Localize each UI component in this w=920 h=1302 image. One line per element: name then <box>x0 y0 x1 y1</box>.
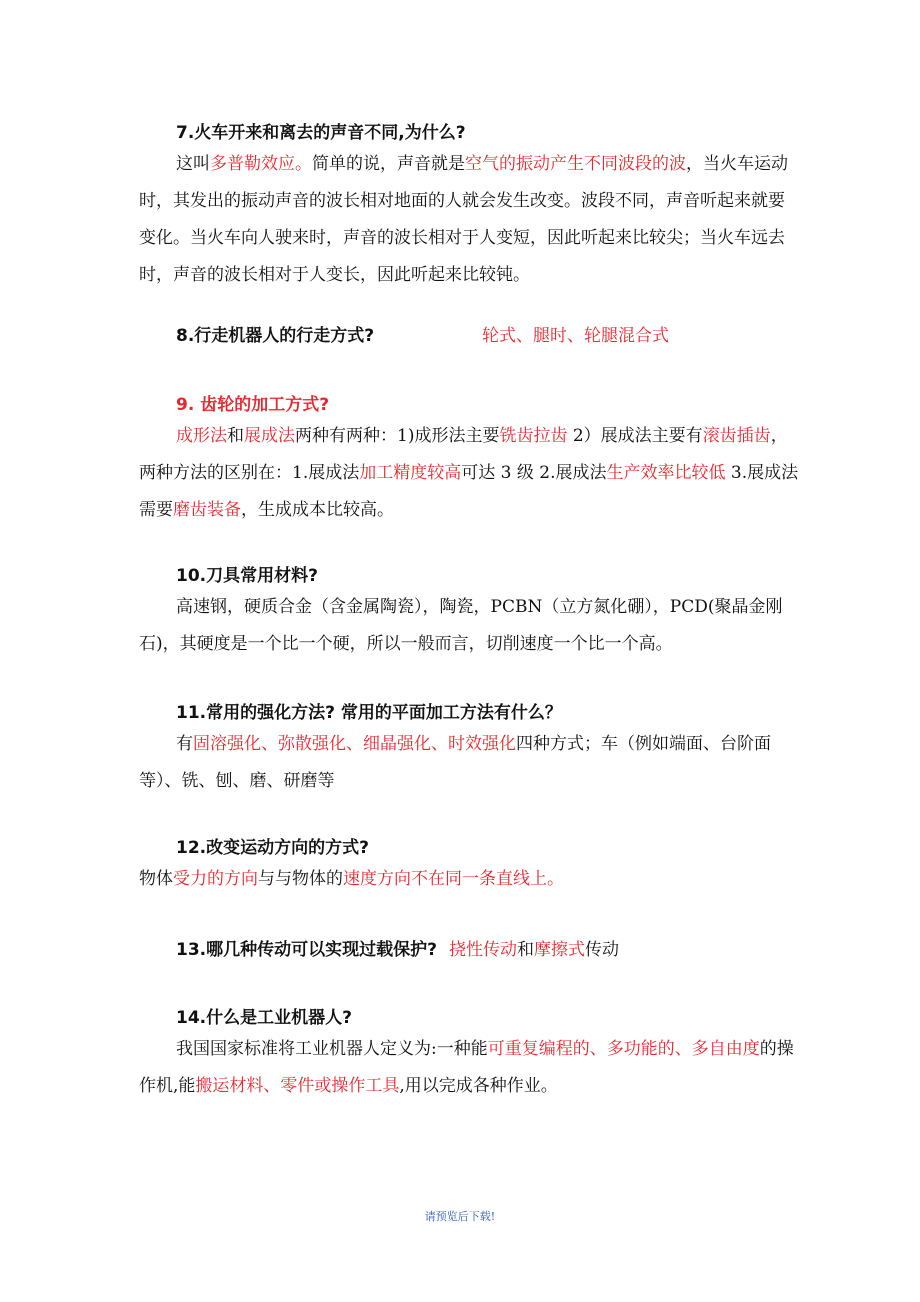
highlight-text: 生产效率比较低 <box>606 463 726 483</box>
question-9-heading: 9. 齿轮的加工方式? <box>176 395 330 415</box>
answer-12 <box>139 861 799 898</box>
answer-text: 四种方式；车（例如端面、台阶面等）、铣、刨、磨、研磨等 <box>139 734 771 791</box>
answer-text: ，生成成本比较高。 <box>241 500 394 520</box>
question-8-title: 8.行走机器人的行走方式? <box>176 326 375 346</box>
question-8-heading <box>176 324 669 348</box>
highlight-text: 磨齿装备 <box>173 500 241 520</box>
answer-13-friction: 摩擦式 <box>533 940 585 960</box>
question-13-title: 13.哪几种传动可以实现过载保护? <box>176 940 437 960</box>
answer-text: ，两种方法的区别在：1.展成法 <box>139 426 788 483</box>
highlight-text: 固溶强化、弥散强化、细晶强化、时效强化 <box>193 734 516 754</box>
question-11-heading: 11.常用的强化方法? 常用的平面加工方法有什么？ <box>176 703 562 723</box>
question-12-heading: 12.改变运动方向的方式? <box>176 838 369 858</box>
answer-text: 这叫 <box>176 154 210 174</box>
question-14-heading: 14.什么是工业机器人? <box>176 1008 352 1028</box>
answer-13-suffix: 传动 <box>584 940 619 960</box>
answer-text: 和 <box>227 426 244 446</box>
answer-9 <box>139 418 799 529</box>
answer-11 <box>139 726 799 800</box>
answer-13-connector: 和 <box>516 940 534 960</box>
question-10-heading: 10.刀具常用材料? <box>176 566 318 586</box>
answer-text: 我国国家标准将工业机器人定义为:一种能 <box>176 1039 488 1059</box>
answer-text: ,用以完成各种作业。 <box>399 1076 558 1096</box>
highlight-text: 滚齿插齿 <box>702 426 771 446</box>
question-13-heading <box>176 938 619 962</box>
answer-text: 与与物体的 <box>258 869 343 889</box>
highlight-text: 铣齿拉齿 <box>499 426 568 446</box>
highlight-text: 速度方向不在同一条直线上。 <box>343 869 564 889</box>
answer-text: 可达 3 级 2.展成法 <box>461 463 607 483</box>
answer-text: 两种有两种：1)成形法主要 <box>295 426 500 446</box>
highlight-text: 多普勒效应。 <box>210 154 312 174</box>
answer-text: 有 <box>176 734 193 754</box>
answer-text: 简单的说，声音就是 <box>312 154 465 174</box>
answer-text: 的操作机,能 <box>139 1039 794 1096</box>
answer-13-flexible: 挠性传动 <box>448 940 517 960</box>
answer-text: 2）展成法主要有 <box>567 426 703 446</box>
answer-text: 高速钢，硬质合金（含金属陶瓷），陶瓷，PCBN（立方氮化硼），PCD(聚晶金刚石)，其硬度是一个比一个硬，所以一般而言，切削速度一个比一个高。 <box>139 597 783 654</box>
answer-10 <box>139 589 799 663</box>
highlight-text: 展成法 <box>244 426 295 446</box>
answer-14 <box>139 1031 799 1105</box>
highlight-text: 加工精度较高 <box>359 463 462 483</box>
footer-note: 请预览后下载! <box>424 1210 496 1223</box>
answer-8: 轮式、腿时、轮腿混合式 <box>482 326 669 346</box>
highlight-text: 成形法 <box>176 426 227 446</box>
highlight-text: 可重复编程的、多功能的、多自由度 <box>487 1039 760 1059</box>
highlight-text: 受力的方向 <box>173 869 258 889</box>
question-7-heading: 7.火车开来和离去的声音不同,为什么? <box>176 123 466 143</box>
answer-text: 物体 <box>139 869 173 889</box>
answer-7 <box>139 146 799 294</box>
answer-text: ，当火车运动时，其发出的振动声音的波长相对地面的人就会发生改变。波段不同，声音听起来就要变化。当火车向人驶来时，声音的波长相对于人变短，因此听起来比较尖；当火车远去时，声音的波长相对于人变长，因此听起来比较钝。 <box>139 154 788 285</box>
highlight-text: 搬运材料、零件或操作工具 <box>195 1076 400 1096</box>
answer-text: 3.展成法需要 <box>139 463 799 520</box>
highlight-text: 空气的振动产生不同波段的波 <box>465 154 686 174</box>
